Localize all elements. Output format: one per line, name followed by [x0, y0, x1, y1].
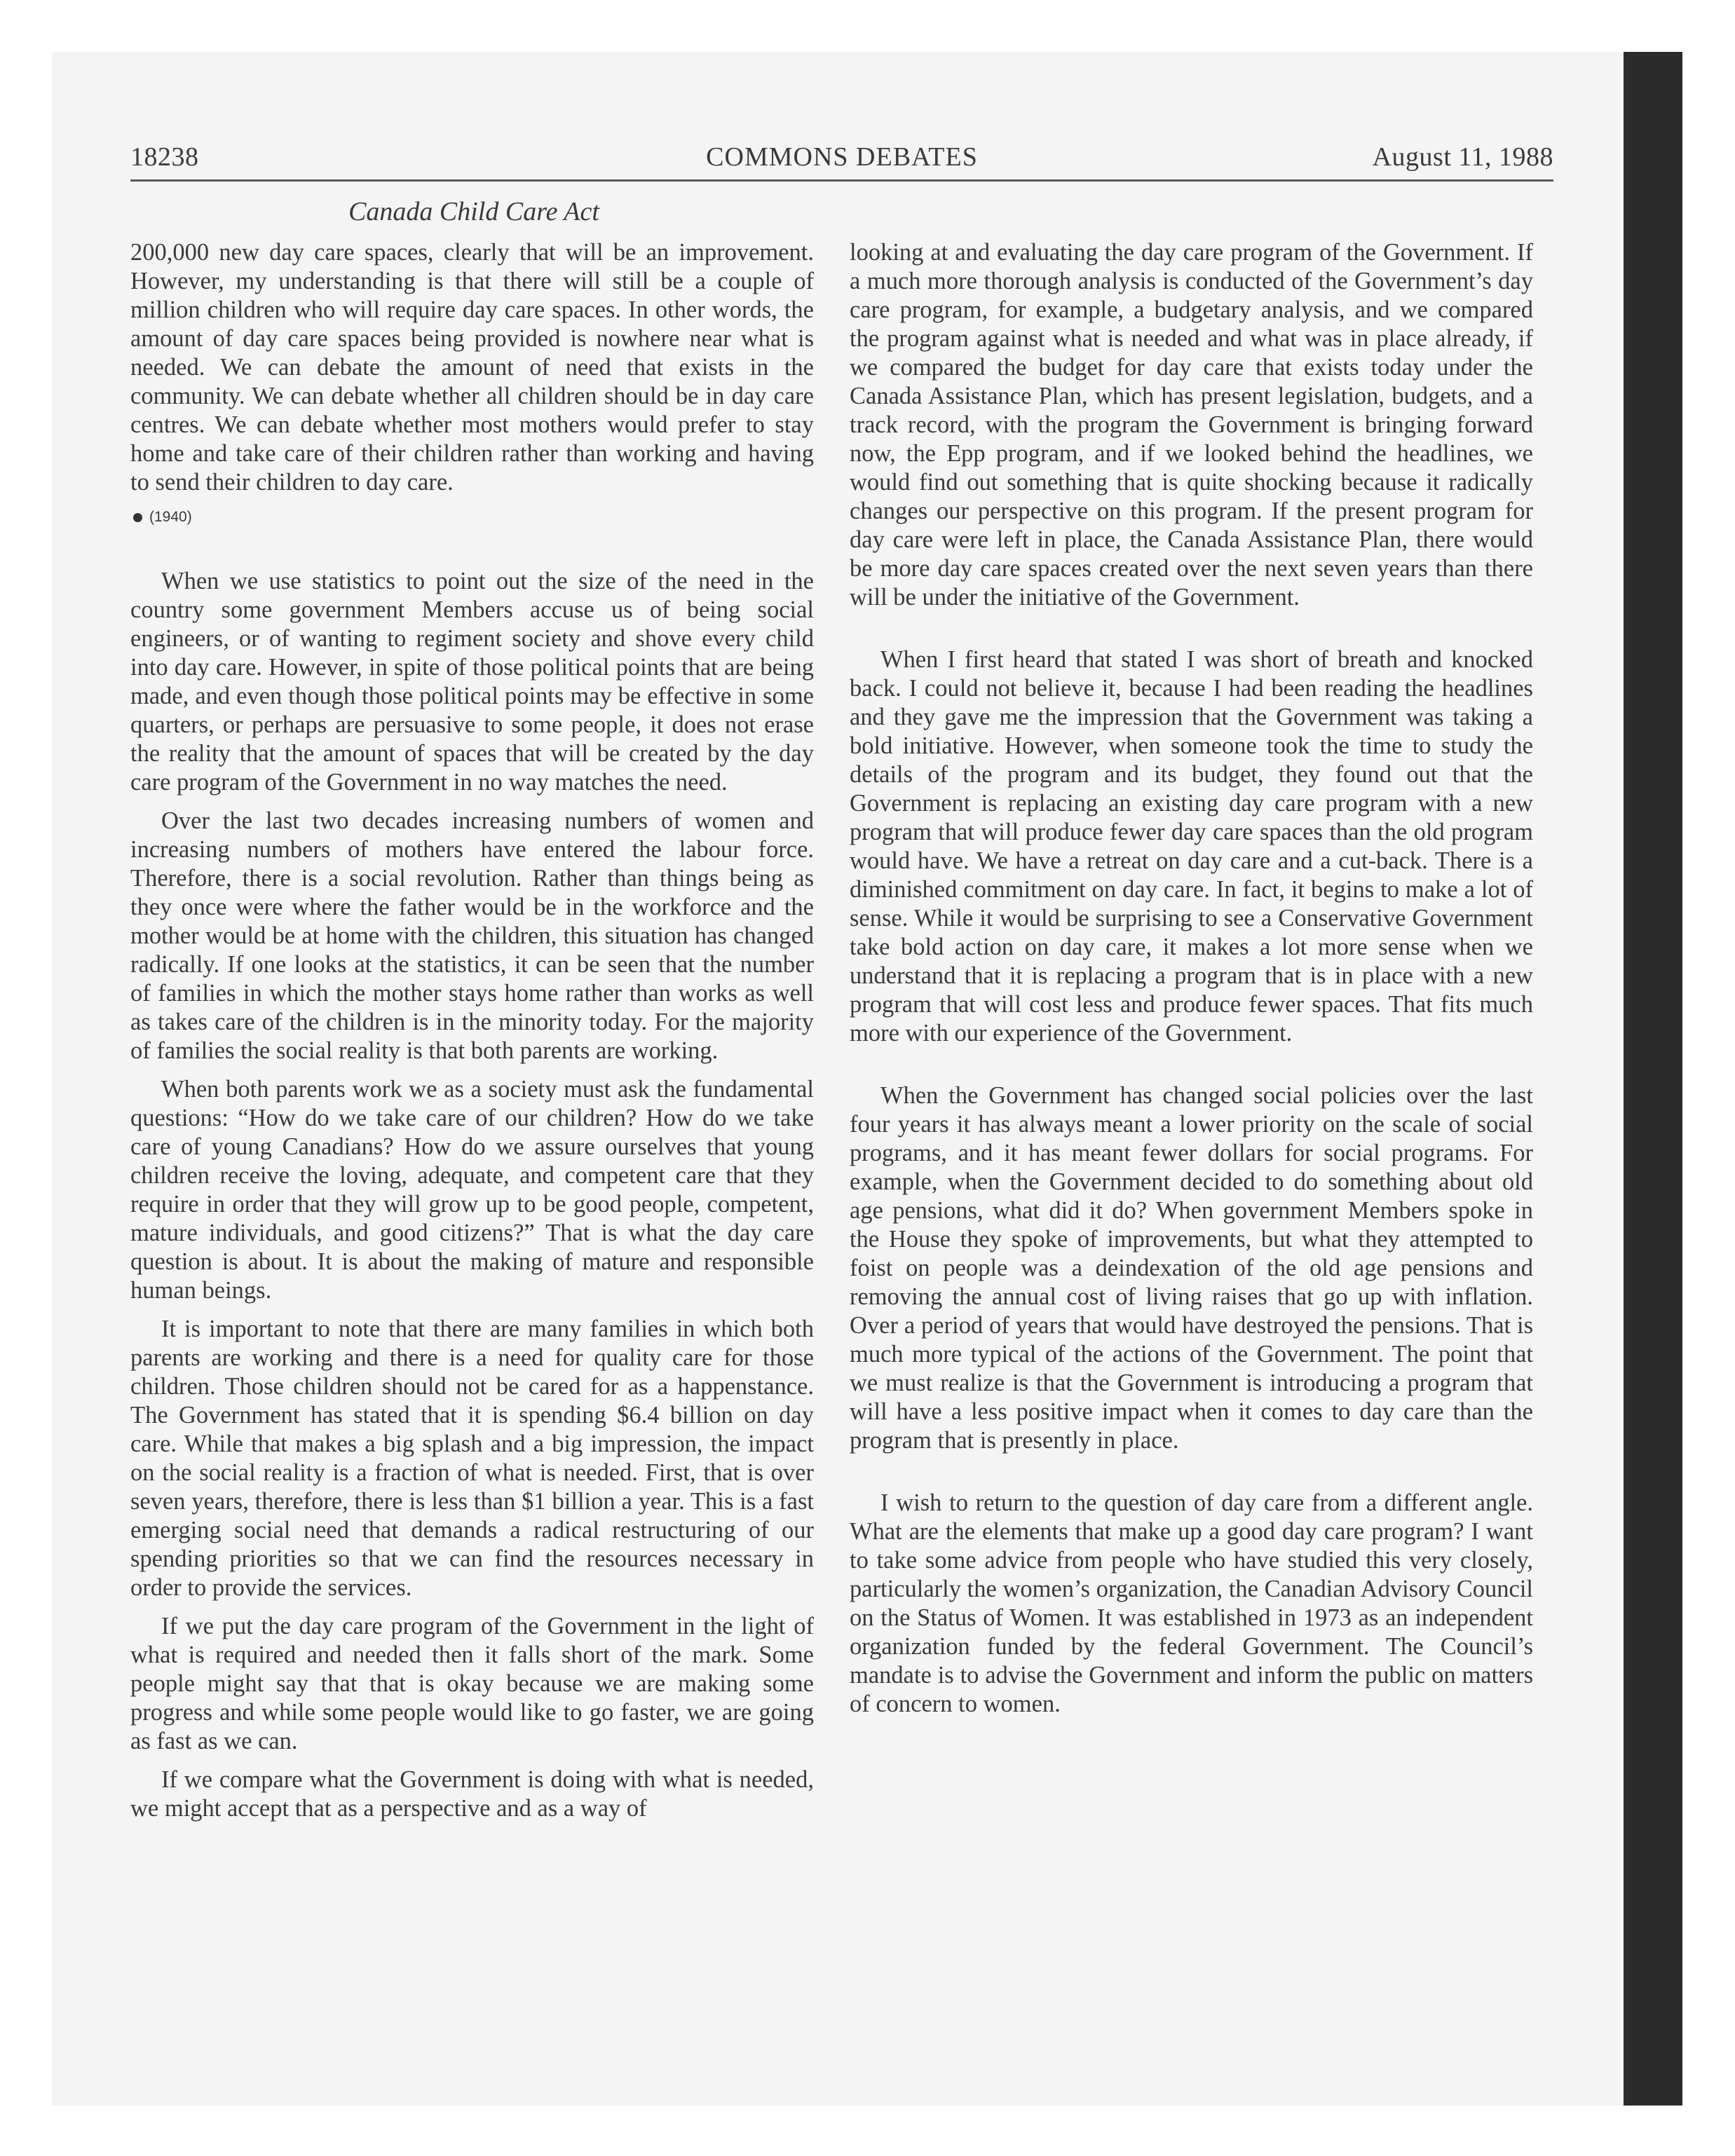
paragraph: Over the last two decades increasing numbers of women and increasing numbers of mothers have entered the labour force. Therefore, there is a social revolution. Rather than things being as they once were where the father would be in the workforce and the mother would be at home with the children, this situation has changed radically. If one looks at the statistics, it can be seen that the number of families in which the mother stays home rather than works as well as takes care of the children is in the minority today. For the majority of families the social reality is that both parents are working.	[130, 807, 814, 1064]
paragraph: When the Government has changed social policies over the last four years it has always meant a lower priority on the scale of social programs, and it has meant fewer dollars for social programs. For example, when the Government decided to do something about old age pensions, what did it do? When government Members spoke in the House they spoke of improvements, but what they attempted to foist on people was a deindexation of the old age pensions and removing the annual cost of living raises that go up with inflation. Over a period of years that would have destroyed the pensions. That is much more typical of the actions of the Government. The point that we must realize is that the Government is introducing a program that will have a less positive impact when it comes to day care than the program that is presently in place.	[850, 1082, 1533, 1454]
section-subtitle: Canada Child Care Act	[348, 197, 599, 226]
paragraph: When we use statistics to point out the size of the need in the country some government Members accuse us of being social engineers, or of wanting to regiment society and shove every child into day care. However, in spite of those political points that are being made, and even though those political points may be effective in some quarters, or perhaps are persuasive to some people, it does not erase the reality that the amount of spaces that will be created by the day care program of the Government in no way matches the need.	[130, 568, 814, 796]
time-marker	[133, 507, 814, 528]
bullet-icon	[133, 513, 142, 522]
right-column	[850, 238, 1533, 1728]
paragraph: If we compare what the Government is doing with what is needed, we might accept that as a perspective and as a way of	[130, 1766, 814, 1822]
paragraph: looking at and evaluating the day care program of the Government. If a much more thorough analysis is conducted of the Government’s day care program, for example, a budgetary analysis, and we compared the program against what is needed and what was in place already, if we compared the budget for day care that exists today under the Canada Assistance Plan, which has present legislation, budgets, and a track record, with the program the Government is bringing forward now, the Epp program, and if we looked behind the headlines, we would find out something that is quite shocking because it radically changes our perspective on this program. If the present program for day care were left in place, the Canada Assistance Plan, there would be more day care spaces created over the next seven years than there will be under the initiative of the Government.	[850, 239, 1533, 610]
paragraph: It is important to note that there are many families in which both parents are working and there is a need for quality care for those children. Those children should not be cared for as a happenstance. The Government has stated that it is spending $6.4 billion on day care. While that makes a big splash and a big impression, the impact on the social reality is a fraction of what is needed. First, that is over seven years, therefore, there is less than $1 billion a year. This is a fast emerging social need that demands a radical restructuring of our spending priorities so that we can find the resources necessary in order to provide the services.	[130, 1316, 814, 1601]
time-marker-text: (1940)	[149, 509, 192, 525]
scan-edge-shadow	[1624, 52, 1682, 2106]
publication-title: COMMONS DEBATES	[706, 142, 978, 172]
paragraph: When I first heard that stated I was short of breath and knocked back. I could not believe it, because I had been reading the headlines and they gave me the impression that the Government was taking a bold initiative. However, when someone took the time to study the details of the program and its budget, they found out that the Government is replacing an existing day care program with a new program that will produce fewer day care spaces than the old program would have. We have a retreat on day care and a cut-back. There is a diminished commitment on day care. In fact, it begins to make a lot of sense. While it would be surprising to see a Conservative Government take bold action on day care, it makes a lot more sense when we understand that it is replacing a program that is in place with a new program that will cost less and produce fewer spaces. That fits much more with our experience of the Government.	[850, 646, 1533, 1046]
running-header	[130, 140, 1553, 182]
paragraph: 200,000 new day care spaces, clearly that will be an improvement. However, my understanding is that there will still be a couple of million children who will require day care spaces. In other words, the amount of day care spaces being provided is nowhere near what is needed. We can debate the amount of need that exists in the community. We can debate whether all children should be in day care centres. We can debate whether most mothers would prefer to stay home and take care of their children rather than working and having to send their children to day care.	[130, 239, 814, 496]
paragraph: When both parents work we as a society must ask the fundamental questions: “How do we take care of our children? How do we take care of young Canadians? How do we assure ourselves that young children receive the loving, adequate, and competent care that they require in order that they will grow up to be good people, competent, mature individuals, and good citizens?” That is what the day care question is about. It is about the making of mature and responsible human beings.	[130, 1076, 814, 1304]
paragraph: I wish to return to the question of day care from a different angle. What are the elements that make up a good day care program? I want to take some advice from people who have studied this very closely, particularly the women’s organization, the Canadian Advisory Council on the Status of Women. It was established in 1973 as an independent organization funded by the federal Government. The Council’s mandate is to advise the Government and inform the public on matters of concern to women.	[850, 1489, 1533, 1717]
issue-date: August 11, 1988	[1372, 142, 1553, 172]
left-column	[130, 238, 814, 1833]
page-number: 18238	[130, 142, 199, 172]
paragraph: If we put the day care program of the Government in the light of what is required and needed then it falls short of the mark. Some people might say that that is okay because we are making some progress and while some people would like to go faster, we are going as fast as we can.	[130, 1613, 814, 1754]
